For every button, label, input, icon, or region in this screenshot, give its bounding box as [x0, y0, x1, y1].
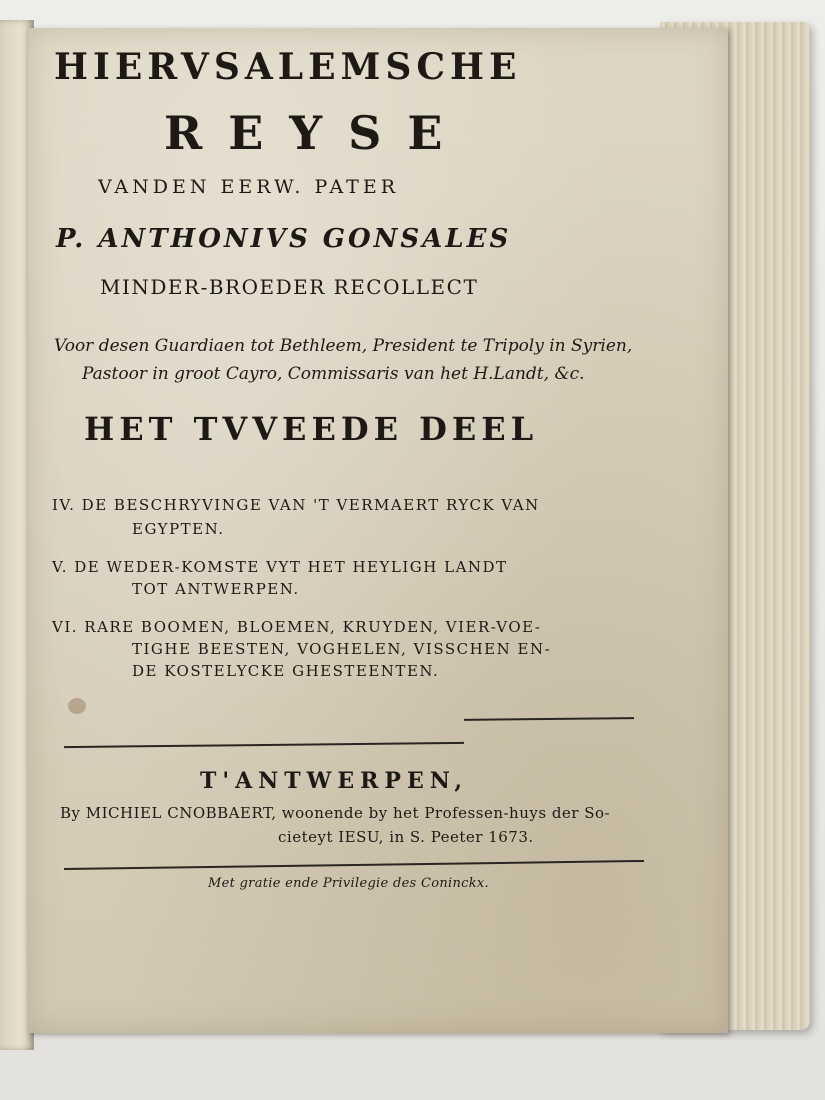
title-page [28, 28, 728, 1033]
contents-item-4-line-1: IV. DE BESCHRYVINGE VAN 'T VERMAERT RYCK VAN [52, 496, 540, 514]
privilege-note: Met gratie ende Privilegie des Coninckx. [208, 876, 489, 891]
contents-item-5-line-1: V. DE WEDER-KOMSTE VYT HET HEYLIGH LANDT [52, 558, 508, 576]
contents-item-6-line-2: TIGHE BEESTEN, VOGHELEN, VISSCHEN EN- [132, 640, 552, 658]
contents-item-5-line-2: TOT ANTWERPEN. [132, 580, 300, 598]
divider-rule-bottom [64, 860, 644, 870]
author: P. ANTHONIVS GONSALES [56, 224, 512, 254]
contents-item-6-line-1: VI. RARE BOOMEN, BLOEMEN, KRUYDEN, VIER-VOE- [52, 618, 542, 636]
imprint-city: T'ANTWERPEN, [200, 768, 469, 794]
subtitle: VANDEN EERW. PATER [98, 176, 400, 198]
contents-item-4-line-2: EGYPTEN. [132, 520, 225, 538]
title-line-2: REYSE [164, 106, 469, 160]
publisher-line-2: cieteyt IESU, in S. Peeter 1673. [278, 828, 534, 846]
part-heading: HET TVVEEDE DEEL [84, 410, 539, 448]
contents-item-6-line-3: DE KOSTELYCKE GHESTEENTEN. [132, 662, 440, 680]
roles-line-1: Voor desen Guardiaen tot Bethleem, President te Tripoly in Syrien, [54, 336, 633, 356]
publisher-line-1: By MICHIEL CNOBBAERT, woonende by het Professen-huys der So- [60, 804, 611, 822]
paper-stain [68, 698, 86, 714]
divider-rule-short [464, 717, 634, 721]
title-line-1: HIERVSALEMSCHE [54, 46, 522, 88]
religious-order: MINDER-BROEDER RECOLLECT [100, 275, 479, 299]
divider-rule-top [64, 742, 464, 748]
roles-line-2: Pastoor in groot Cayro, Commissaris van het H.Landt, &c. [82, 364, 585, 384]
